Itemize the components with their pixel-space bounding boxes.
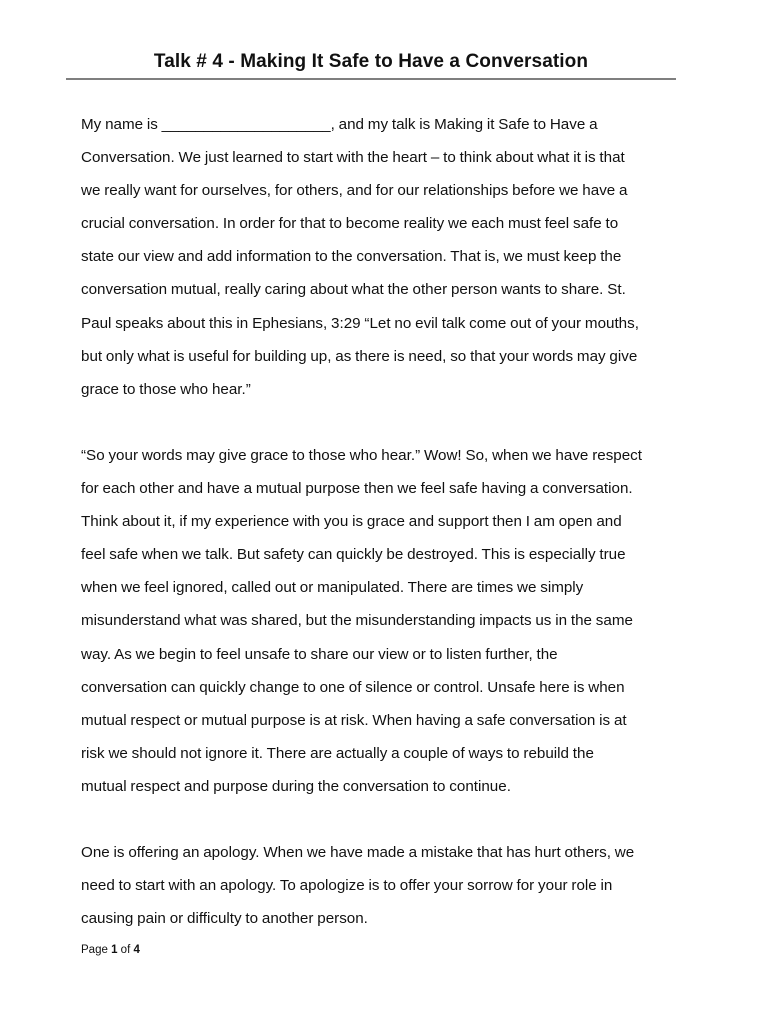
text-line: we really want for ourselves, for others, and for our relationships before we have a: [81, 182, 628, 200]
of-word: of: [120, 944, 131, 956]
text-line: conversation can quickly change to one of silence or control. Unsafe here is when: [81, 678, 625, 696]
text-line: need to start with an apology. To apologize is to offer your sorrow for your role in: [81, 877, 613, 895]
text-line: misunderstand what was shared, but the misunderstanding impacts us in the same: [81, 612, 633, 630]
text-line: mutual respect or mutual purpose is at risk. When having a safe conversation is at: [81, 711, 627, 729]
text-line: feel safe when we talk. But safety can quickly be destroyed. This is especially true: [81, 546, 626, 564]
text-line: One is offering an apology. When we have made a mistake that has hurt others, we: [81, 844, 635, 862]
text-line: when we feel ignored, called out or manipulated. There are times we simply: [81, 579, 584, 597]
text-line: “So your words may give grace to those who hear.” Wow! So, when we have respect: [81, 446, 642, 464]
text-line: way. As we begin to feel unsafe to share our view or to listen further, the: [81, 645, 558, 663]
text-line: crucial conversation. In order for that to become reality we each must feel safe to: [81, 215, 619, 233]
document-body: [81, 108, 701, 968]
current-page-number: 1: [111, 944, 118, 956]
text-line: mutual respect and purpose during the conversation to continue.: [81, 777, 511, 795]
text-line: for each other and have a mutual purpose then we feel safe having a conversation.: [81, 480, 633, 498]
paragraph: [81, 439, 701, 803]
text-line: state our view and add information to the conversation. That is, we must keep the: [81, 248, 622, 266]
text-line: conversation mutual, really caring about what the other person wants to share. St.: [81, 281, 626, 299]
text-line: Conversation. We just learned to start with the heart – to think about what it is that: [81, 149, 625, 167]
paragraph: [81, 836, 701, 935]
page-title: Talk # 4 - Making It Safe to Have a Conversation: [66, 46, 676, 80]
text-line: risk we should not ignore it. There are actually a couple of ways to rebuild the: [81, 744, 594, 762]
text-line: Paul speaks about this in Ephesians, 3:29 “Let no evil talk come out of your mouths,: [81, 314, 639, 332]
paragraph: [81, 108, 701, 406]
text-line: Think about it, if my experience with you is grace and support then I am open and: [81, 513, 622, 531]
text-line: causing pain or difficulty to another person.: [81, 910, 368, 928]
text-line: My name is ____________________, and my talk is Making it Safe to Have a: [81, 116, 598, 133]
page-footer: [81, 942, 140, 958]
page-word: Page: [81, 944, 108, 956]
total-pages-number: 4: [133, 944, 140, 956]
text-line: grace to those who hear.”: [81, 380, 251, 398]
text-line: but only what is useful for building up, as there is need, so that your words may give: [81, 347, 638, 365]
